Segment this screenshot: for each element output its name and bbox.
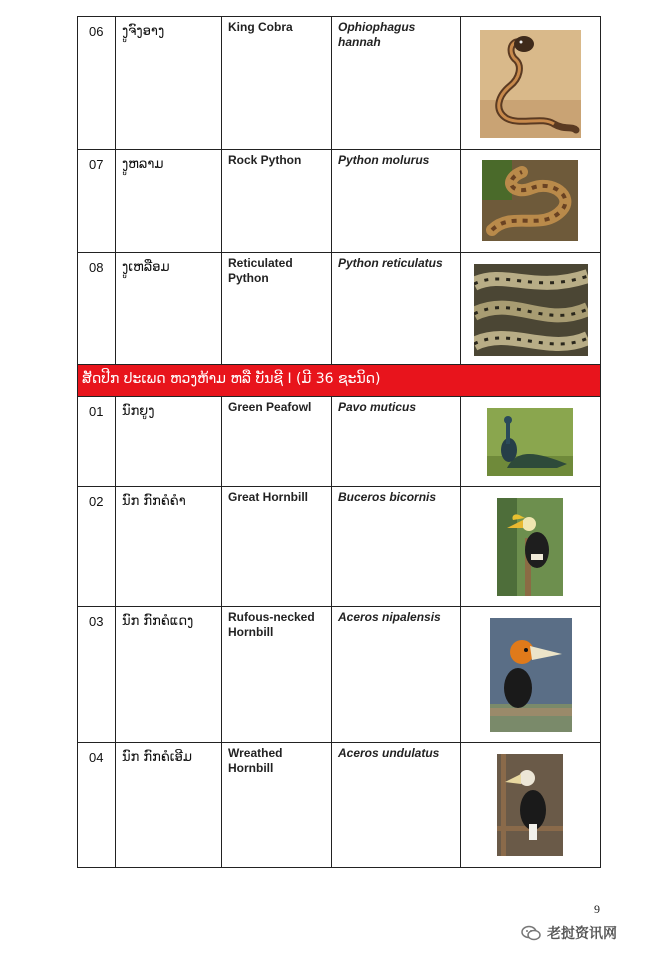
rock-python-photo bbox=[482, 160, 578, 241]
scientific-name: Aceros undulatus bbox=[332, 743, 461, 867]
watermark bbox=[521, 922, 617, 944]
table-row bbox=[77, 16, 601, 150]
lao-name: ນົກ ກົກຄໍຄຳ bbox=[116, 487, 222, 606]
english-name: King Cobra bbox=[222, 17, 332, 149]
scientific-name: Pavo muticus bbox=[332, 397, 461, 486]
reticulated-python-photo bbox=[474, 264, 588, 356]
row-number: 04 bbox=[78, 743, 116, 867]
row-number: 08 bbox=[78, 253, 116, 364]
table-row bbox=[77, 150, 601, 253]
great-hornbill-photo bbox=[497, 498, 563, 596]
english-name: Green Peafowl bbox=[222, 397, 332, 486]
king-cobra-photo bbox=[480, 30, 581, 138]
table-row bbox=[77, 253, 601, 365]
lao-name: ງູເຫລືອມ bbox=[116, 253, 222, 364]
scientific-name: Buceros bicornis bbox=[332, 487, 461, 606]
scientific-name: Python reticulatus bbox=[332, 253, 461, 364]
wechat-icon bbox=[521, 925, 541, 941]
watermark-text: 老挝资讯网 bbox=[547, 926, 617, 942]
row-number: 06 bbox=[78, 17, 116, 149]
lao-name: ນົກຍູງ bbox=[116, 397, 222, 486]
scientific-name: Ophiophagus hannah bbox=[332, 17, 461, 149]
lao-name: ນົກ ກົກຄໍແດງ bbox=[116, 607, 222, 742]
row-number: 01 bbox=[78, 397, 116, 486]
scientific-name: Python molurus bbox=[332, 150, 461, 252]
lao-name: ງູຈົງອາງ bbox=[116, 17, 222, 149]
lao-name: ງູຫລາມ bbox=[116, 150, 222, 252]
english-name: Wreathed Hornbill bbox=[222, 743, 332, 867]
lao-name: ນົກ ກົກຄໍເອີມ bbox=[116, 743, 222, 867]
green-peafowl-photo bbox=[487, 408, 573, 476]
scientific-name: Aceros nipalensis bbox=[332, 607, 461, 742]
table-row bbox=[77, 743, 601, 868]
rufous-necked-hornbill-photo bbox=[490, 618, 572, 732]
table-row bbox=[77, 396, 601, 487]
english-name: Great Hornbill bbox=[222, 487, 332, 606]
english-name: Rock Python bbox=[222, 150, 332, 252]
row-number: 03 bbox=[78, 607, 116, 742]
table-row bbox=[77, 607, 601, 743]
english-name: Rufous-necked Hornbill bbox=[222, 607, 332, 742]
page-number: 9 bbox=[594, 902, 600, 916]
row-number: 07 bbox=[78, 150, 116, 252]
wreathed-hornbill-photo bbox=[497, 754, 563, 856]
row-number: 02 bbox=[78, 487, 116, 606]
section-banner: ສັດປີກ ປະເພດ ຫວງຫ້າມ ຫລື ບັນຊີ I (ມີ 36 ຊະນິດ) bbox=[77, 365, 601, 396]
english-name: Reticulated Python bbox=[222, 253, 332, 364]
table-row bbox=[77, 487, 601, 607]
